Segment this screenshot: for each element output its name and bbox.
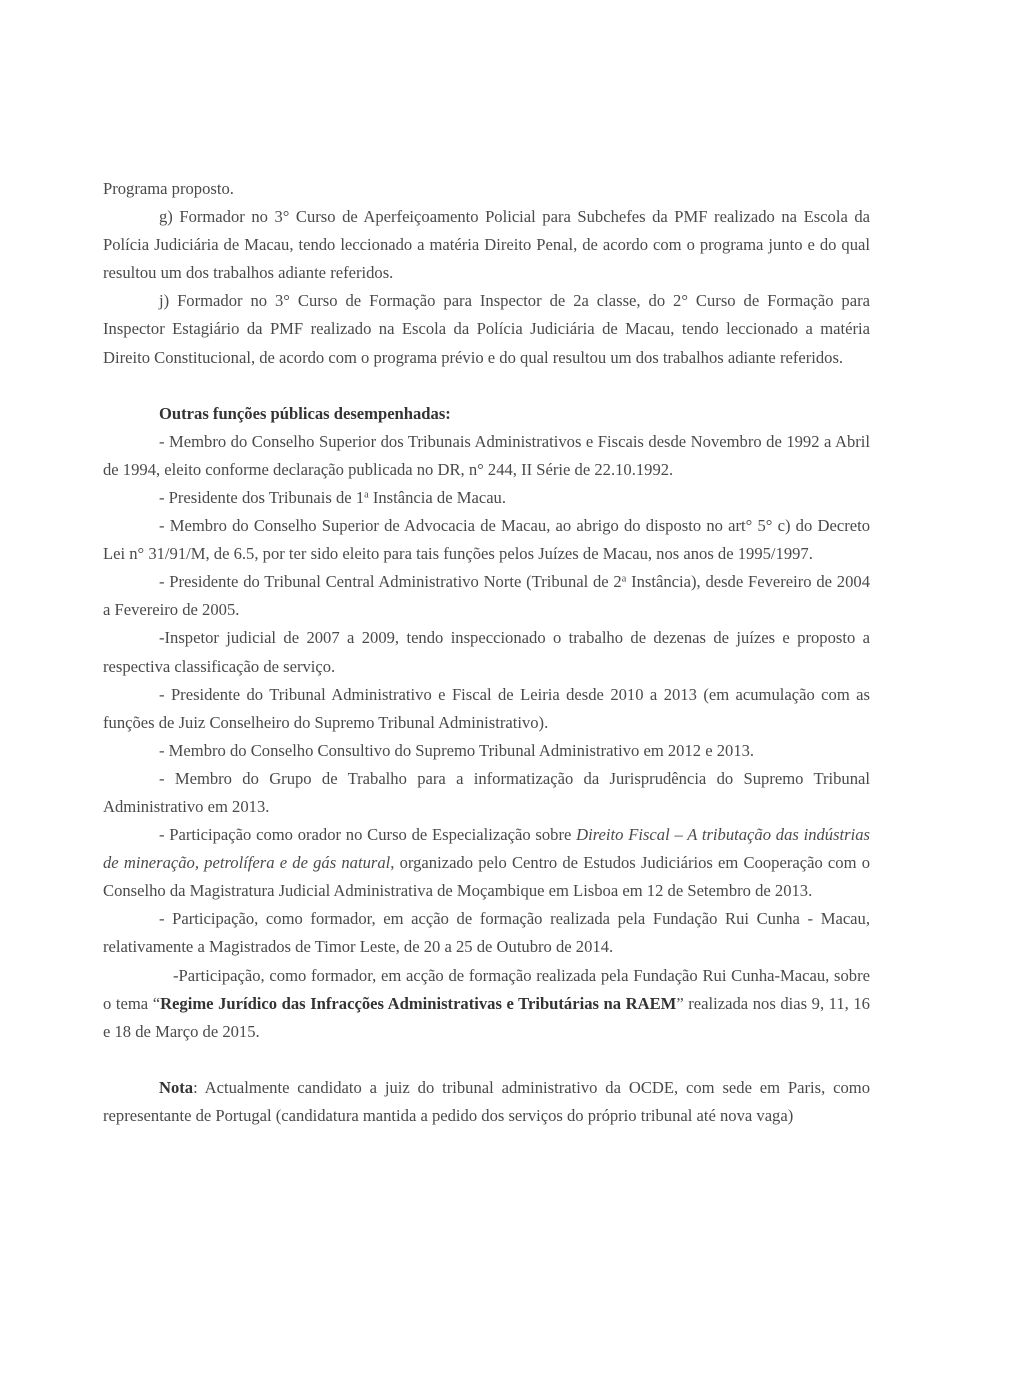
function-item-orador-curso <box>103 821 870 905</box>
spacer <box>103 372 870 400</box>
text-segment: Instância de Macau. <box>368 487 506 507</box>
item-g-paragraph: g) Formador no 3° Curso de Aperfeiçoamento Policial para Subchefes da PMF realizado na Escola da Polícia Judiciária de Macau, tendo leccionado a matéria Direito Penal, de acordo com o programa junto e do qual resultou um dos trabalhos adiante referidos. <box>103 207 870 283</box>
item-j-paragraph: j) Formador no 3° Curso de Formação para Inspector de 2a classe, do 2° Curso de Formação para Inspector Estagiário da PMF realizado na Escola da Polícia Judiciária de Macau, tendo leccionado a matéria Direito Constitucional, de acordo com o programa prévio e do qual resultou um dos trabalhos adiante referidos. <box>103 291 870 367</box>
note-text: : Actualmente candidato a juiz do tribunal administrativo da OCDE, com sede em Paris, como representante de Portugal (candidatura mantida a pedido dos serviços do próprio tribunal até nova vaga) <box>103 1077 870 1125</box>
function-item-presidente-tribunais-macau <box>103 484 870 512</box>
ordinal-superscript: a <box>364 489 369 501</box>
text-segment: -Participação, como formador, em acção de formação realizada pela Fundação Rui Cunha-Macau, sobre o tema “ <box>103 965 870 1013</box>
note-paragraph <box>103 1074 870 1130</box>
section-heading: Outras funções públicas desempenhadas: <box>159 403 451 423</box>
text-segment: - Presidente dos Tribunais de 1 <box>159 487 365 507</box>
function-item-formador-raem <box>103 962 870 1046</box>
text-segment: ” realizada nos dias 9, 11, 16 e 18 de Março de 2015. <box>103 993 870 1041</box>
document-page <box>103 175 870 1130</box>
function-item-conselho-advocacia: - Membro do Conselho Superior de Advocacia de Macau, ao abrigo do disposto no art° 5° c) do Decreto Lei n° 31/91/M, de 6.5, por ter sido eleito para tais funções pelos Juízes de Macau, nos anos de 1995/1997. <box>103 516 870 564</box>
function-item-conselho-consultivo: - Membro do Conselho Consultivo do Supremo Tribunal Administrativo em 2012 e 2013. <box>159 740 755 760</box>
course-title-italic: Direito Fiscal – A tributação das indústrias de mineração, petrolífera e de gás natural <box>103 825 870 873</box>
function-item-grupo-trabalho: - Membro do Grupo de Trabalho para a informatização da Jurisprudência do Supremo Tribunal Administrativo em 2013. <box>103 768 870 816</box>
intro-line: Programa proposto. <box>103 179 234 198</box>
function-item-presidente-tcan <box>103 568 870 624</box>
note-label: Nota <box>159 1077 194 1097</box>
text-segment: - Participação como orador no Curso de Especialização sobre <box>159 825 577 845</box>
ordinal-superscript: a <box>621 573 627 585</box>
text-segment: , organizado pelo Centro de Estudos Judiciários em Cooperação com o Conselho da Magistratura Judicial Administrativa de Moçambique em Lisboa em 12 de Setembro de 2013. <box>103 853 870 901</box>
topic-title-bold: Regime Jurídico das Infracções Administrativas e Tributárias na RAEM <box>160 993 677 1013</box>
function-item-formador-timor: - Participação, como formador, em acção de formação realizada pela Fundação Rui Cunha - Macau, relativamente a Magistrados de Timor Leste, de 20 a 25 de Outubro de 2014. <box>103 909 870 957</box>
function-item-conselho-superior-tribunais: - Membro do Conselho Superior dos Tribunais Administrativos e Fiscais desde Novembro de 1992 a Abril de 1994, eleito conforme declaração publicada no DR, n° 244, II Série de 22.10.1992. <box>103 431 870 479</box>
function-item-presidente-taf-leiria: - Presidente do Tribunal Administrativo e Fiscal de Leiria desde 2010 a 2013 (em acumulação com as funções de Juiz Conselheiro do Supremo Tribunal Administrativo). <box>103 684 870 732</box>
text-segment: Instância), desde Fevereiro de 2004 a Fevereiro de 2005. <box>103 572 870 620</box>
function-item-inspetor-judicial: -Inspetor judicial de 2007 a 2009, tendo inspeccionado o trabalho de dezenas de juízes e proposto a respectiva classificação de serviço. <box>103 628 870 676</box>
text-segment: - Presidente do Tribunal Central Administrativo Norte (Tribunal de 2 <box>159 572 622 592</box>
spacer <box>103 1046 870 1074</box>
